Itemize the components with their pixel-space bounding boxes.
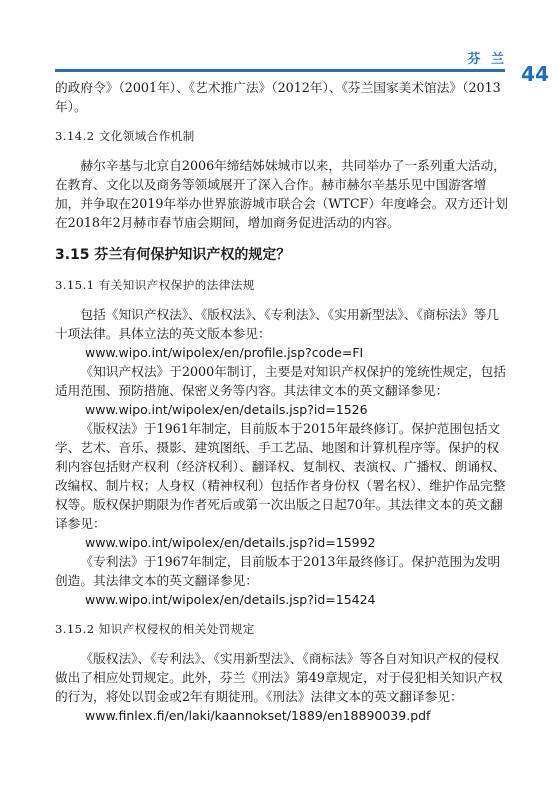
heading-3-15-2: 3.15.2 知识产权侵权的相关处罚规定 (55, 622, 255, 636)
paragraph-ip-act: 《知识产权法》于2000年制订，主要是对知识产权保护的笼统性规定，包括适用范围、预防措施、保密义务等内容。其法律文本的英文翻译参见： (55, 364, 506, 398)
url-wipolex-profile[interactable]: www.wipo.int/wipolex/en/profile.jsp?code=FI (85, 345, 364, 360)
heading-3-14-2: 3.14.2 文化领域合作机制 (55, 129, 195, 143)
header-rule (55, 69, 505, 72)
page-number: 44 (521, 62, 549, 86)
heading-3-15-1: 3.15.1 有关知识产权保护的法律法规 (55, 278, 255, 292)
page-header (0, 0, 559, 90)
paragraph-helsinki-beijing: 赫尔辛基与北京自2006年缔结姊妹城市以来，共同举办了一系列重大活动，在教育、文化以及商务等领域展开了深入合作。赫市赫尔辛基乐见中国游客增加，并争取在2019年举办世界旅游城市联合会（WTCF）年度峰会。双方还计划在2018年2月赫市春节庙会期间，增加商务促进活动的内容。 (55, 158, 508, 230)
url-wipolex-15992[interactable]: www.wipo.int/wipolex/en/details.jsp?id=15992 (85, 535, 376, 550)
paragraph-patent-act: 《专利法》于1967年制定，目前版本于2013年最终修订。保护范围为发明创造。其法律文本的英文翻译参见： (55, 554, 501, 588)
page-body (55, 78, 510, 725)
url-wipolex-15424[interactable]: www.wipo.int/wipolex/en/details.jsp?id=15424 (85, 592, 376, 607)
url-finlex-criminal-code[interactable]: www.finlex.fi/en/laki/kaannokset/1889/en18890039.pdf (85, 708, 431, 723)
paragraph-ip-laws: 包括《知识产权法》、《版权法》、《专利法》、《实用新型法》、《商标法》等几十项法律。具体立法的英文版本参见： (55, 307, 500, 341)
url-wipolex-1526[interactable]: www.wipo.int/wipolex/en/details.jsp?id=1526 (85, 402, 368, 417)
paragraph-continued: 的政府令》（2001年）、《艺术推广法》（2012年）、《芬兰国家美术馆法》（2013年）。 (55, 80, 501, 114)
paragraph-penalties: 《版权法》、《专利法》、《实用新型法》、《商标法》等各自对知识产权的侵权做出了相应处罚规定。此外，芬兰《刑法》第49章规定，对于侵犯相关知识产权的行为，将处以罚金或2年有期徒刑。《刑法》法律文本的英文翻译参见： (55, 651, 503, 704)
heading-3-15: 3.15 芬兰有何保护知识产权的规定？ (55, 247, 291, 263)
paragraph-copyright-act: 《版权法》于1961年制定，目前版本于2015年最终修订。保护范围包括文学、艺术、音乐、摄影、建筑图纸、手工艺品、地图和计算机程序等。保护的权利内容包括财产权利（经济权利）、翻译权、复制权、表演权、广播权、朗诵权、改编权、制片权；人身权（精神权利）包括作者身份权（署名权）、维护作品完整权等。版权保护期限为作者死后或第一次出版之日起70年。其法律文本的英文翻译参见： (55, 421, 506, 531)
running-header-country: 芬 兰 (467, 52, 507, 67)
